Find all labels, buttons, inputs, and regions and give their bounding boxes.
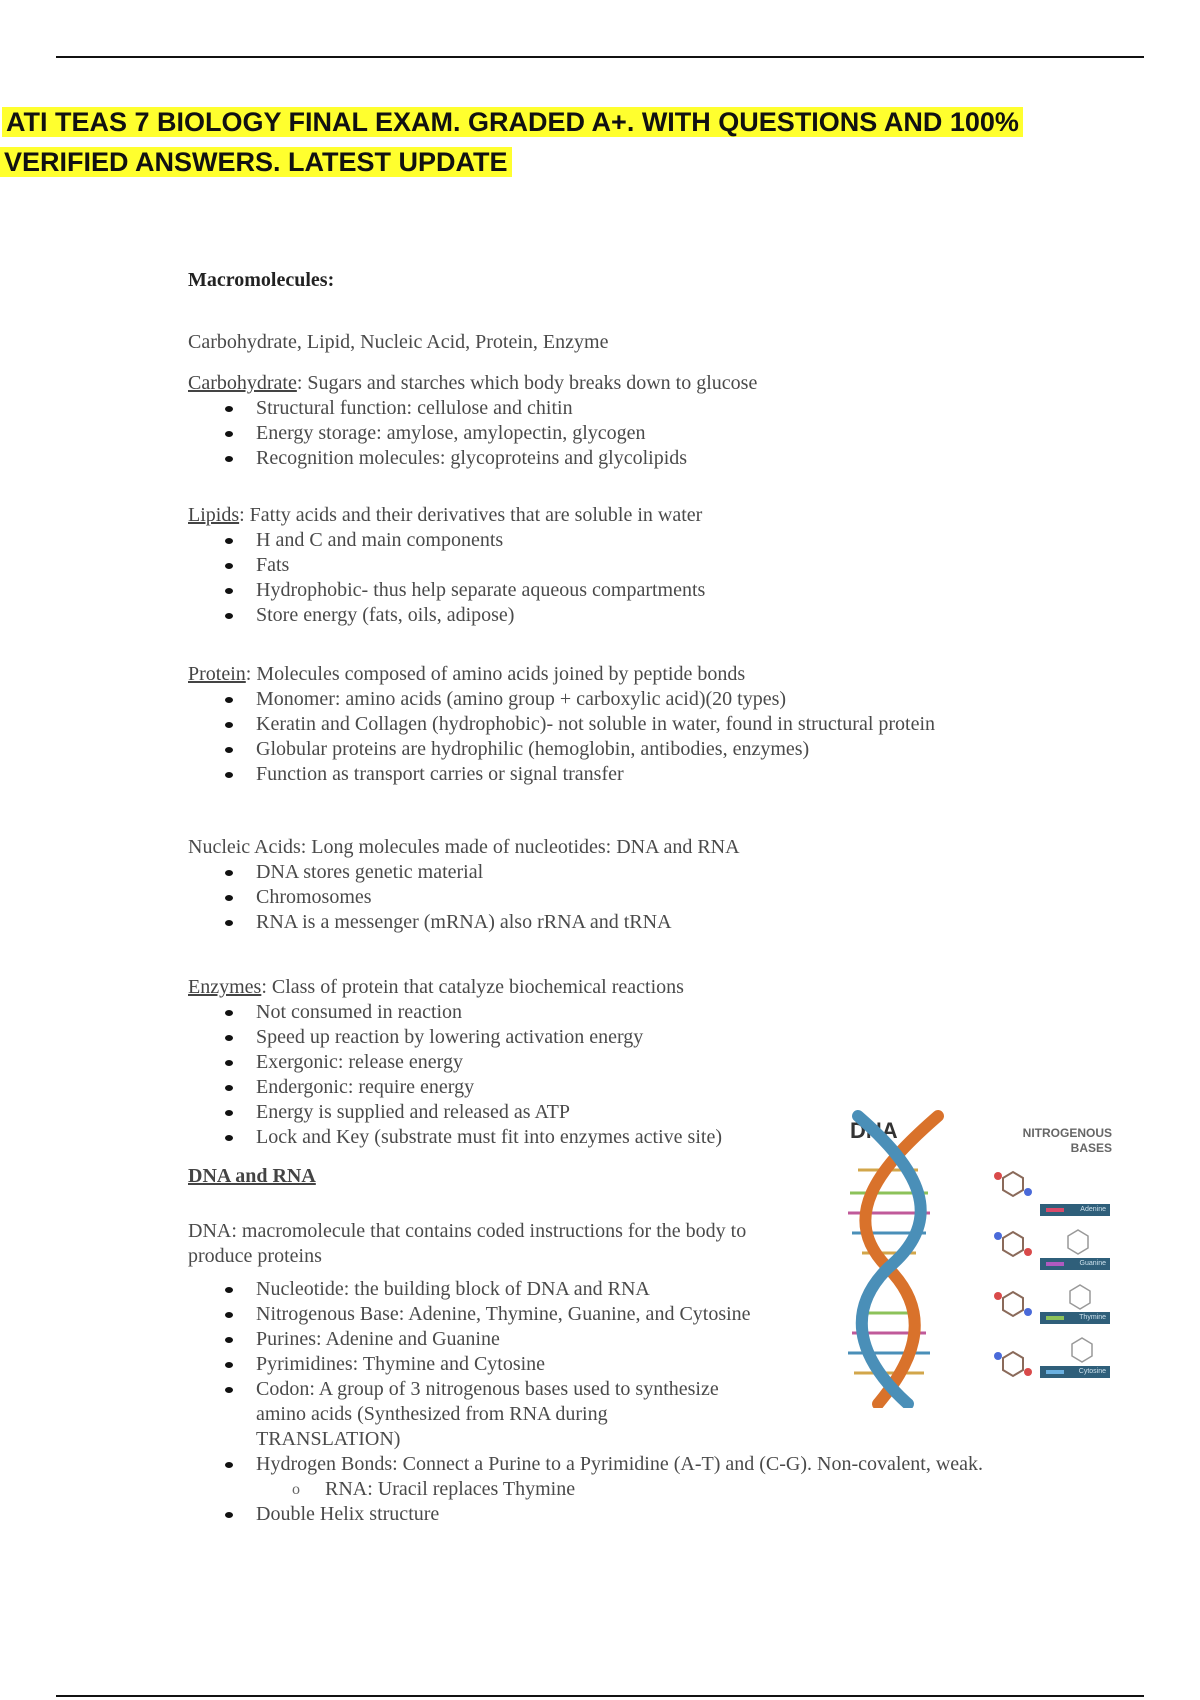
enzymes-definition: Enzymes: Class of protein that catalyze biochemical reactions bbox=[188, 976, 684, 998]
list-item: Recognition molecules: glycoproteins and glycolipids bbox=[188, 446, 1038, 471]
dna-rna-heading: DNA and RNA bbox=[188, 1165, 316, 1187]
base-tag-cytosine: Cytosine bbox=[1040, 1366, 1110, 1378]
list-item: RNA is a messenger (mRNA) also rRNA and tRNA bbox=[188, 910, 1038, 935]
macromolecules-list: Carbohydrate, Lipid, Nucleic Acid, Protein, Enzyme bbox=[188, 331, 609, 353]
base-tag-thymine: Thymine bbox=[1040, 1312, 1110, 1324]
list-item: Nucleotide: the building block of DNA and RNA bbox=[188, 1277, 1038, 1302]
nucleic-acids-term: Nucleic Acids bbox=[188, 836, 301, 858]
title-line-2: VERIFIED ANSWERS. LATEST UPDATE bbox=[0, 147, 512, 177]
base-tag-guanine: Guanine bbox=[1040, 1258, 1110, 1270]
list-item: H and C and main components bbox=[188, 528, 1038, 553]
list-item: Energy is supplied and released as ATP bbox=[188, 1100, 1038, 1125]
list-item: Fats bbox=[188, 553, 1038, 578]
list-item: Energy storage: amylose, amylopectin, glycogen bbox=[188, 421, 1038, 446]
title-line-1: ATI TEAS 7 BIOLOGY FINAL EXAM. GRADED A+. WITH QUESTIONS AND 100% bbox=[2, 107, 1023, 137]
list-item: Globular proteins are hydrophilic (hemoglobin, antibodies, enzymes) bbox=[188, 737, 1038, 762]
list-item: Store energy (fats, oils, adipose) bbox=[188, 603, 1038, 628]
sub-list-item: o RNA: Uracil replaces Thymine bbox=[188, 1477, 788, 1502]
list-item: Keratin and Collagen (hydrophobic)- not soluble in water, found in structural protein bbox=[188, 712, 1038, 737]
list-item: Hydrophobic- thus help separate aqueous compartments bbox=[188, 578, 1038, 603]
bottom-rule bbox=[56, 1695, 1144, 1697]
top-rule bbox=[56, 56, 1144, 58]
list-item: Purines: Adenine and Guanine bbox=[188, 1327, 1038, 1352]
protein-term: Protein bbox=[188, 663, 246, 685]
list-item: Codon: A group of 3 nitrogenous bases used to synthesize amino acids (Synthesized from RNA during TRANSLATION) bbox=[188, 1377, 756, 1452]
enzymes-term: Enzymes bbox=[188, 976, 262, 998]
list-item: Double Helix structure bbox=[188, 1502, 788, 1527]
list-item: Lock and Key (substrate must fit into enzymes active site) bbox=[188, 1125, 1038, 1150]
dna-rna-section bbox=[188, 1164, 984, 1527]
list-item: Not consumed in reaction bbox=[188, 1000, 1038, 1025]
dna-figure-label: DNA bbox=[850, 1118, 898, 1143]
list-item: Exergonic: release energy bbox=[188, 1050, 1038, 1075]
list-item: Monomer: amino acids (amino group + carboxylic acid)(20 types) bbox=[188, 687, 1038, 712]
list-item: Pyrimidines: Thymine and Cytosine bbox=[188, 1352, 1038, 1377]
macromolecules-heading: Macromolecules: bbox=[188, 269, 335, 291]
protein-section bbox=[188, 662, 1038, 787]
list-item: Endergonic: require energy bbox=[188, 1075, 1038, 1100]
protein-definition: Protein: Molecules composed of amino acids joined by peptide bonds bbox=[188, 663, 746, 685]
list-item: Nitrogenous Base: Adenine, Thymine, Guanine, and Cytosine bbox=[188, 1302, 1038, 1327]
dna-illustration bbox=[838, 1108, 1120, 1408]
carbohydrate-definition: Carbohydrate: Sugars and starches which body breaks down to glucose bbox=[188, 372, 758, 394]
list-item: Function as transport carries or signal transfer bbox=[188, 762, 1038, 787]
carbohydrate-term: Carbohydrate bbox=[188, 372, 297, 394]
base-tag-adenine: Adenine bbox=[1040, 1204, 1110, 1216]
document-title bbox=[0, 102, 1023, 182]
lipids-definition: Lipids: Fatty acids and their derivatives that are soluble in water bbox=[188, 504, 703, 526]
nucleic-acids-section bbox=[188, 835, 1038, 935]
dna-definition: DNA: macromolecule that contains coded instructions for the body to produce proteins bbox=[188, 1220, 747, 1267]
list-item: Structural function: cellulose and chitin bbox=[188, 396, 1038, 421]
lipids-section bbox=[188, 503, 1038, 628]
lipids-term: Lipids bbox=[188, 504, 240, 526]
carbohydrate-section bbox=[188, 371, 1038, 471]
list-item: Chromosomes bbox=[188, 885, 1038, 910]
nitrogenous-bases-label: NITROGENOUS BASES bbox=[1022, 1126, 1112, 1155]
list-item: DNA stores genetic material bbox=[188, 860, 1038, 885]
nucleic-acids-definition: Nucleic Acids: Long molecules made of nucleotides: DNA and RNA bbox=[188, 836, 740, 858]
list-item: Hydrogen Bonds: Connect a Purine to a Pyrimidine (A-T) and (C-G). Non-covalent, weak. bbox=[188, 1452, 1038, 1477]
list-item: Speed up reaction by lowering activation energy bbox=[188, 1025, 1038, 1050]
